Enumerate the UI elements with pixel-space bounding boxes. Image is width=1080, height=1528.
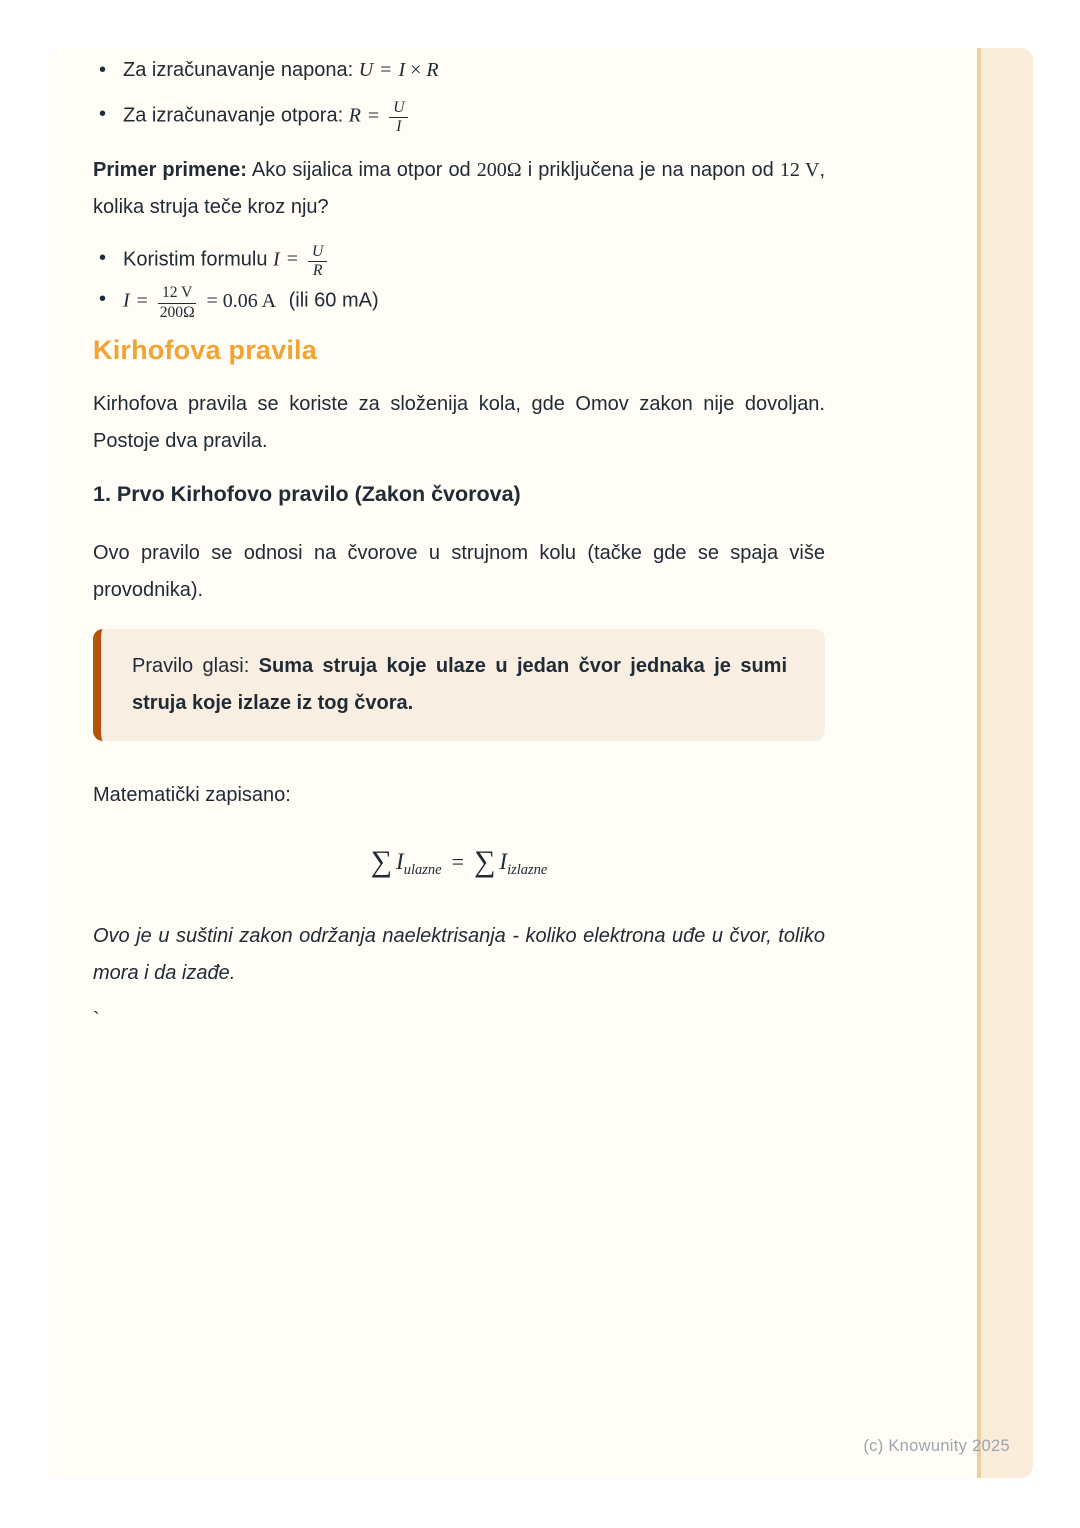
callout-rule-text: Suma struja koje ulaze u jedan čvor jednaka je sumi struja koje izlaze iz tog čvora. (132, 655, 787, 715)
math-subscript: izlazne (507, 862, 548, 879)
math-result: = 0.06 A (206, 290, 277, 313)
kirchhoff-current-law-formula (93, 834, 825, 890)
math-equals: = (451, 849, 464, 875)
example-text: i priključena je na napon od (521, 158, 780, 181)
math-label-paragraph: Matematički zapisano: (93, 784, 291, 807)
fraction-numerator: 12 V (158, 285, 196, 303)
document-sheet (48, 48, 1033, 1478)
math-equals: = (380, 59, 392, 81)
rule1-body-paragraph: Ovo pravilo se odnosi na čvorove u strujnom kolu (tačke gde se spaja više provodnika). (93, 542, 825, 602)
math-var: I (398, 59, 406, 81)
math-var: I (499, 849, 508, 875)
math-var: I (273, 248, 280, 271)
stray-backtick: ` (93, 1009, 100, 1032)
summation-icon: ∑ (474, 845, 496, 879)
list-item-label: Za izračunavanje otpora: (123, 104, 349, 127)
fraction-denominator: I (396, 118, 402, 136)
fraction-denominator: 200Ω (159, 303, 195, 321)
math-times: × (410, 59, 422, 81)
right-decor-band (977, 48, 1033, 1478)
callout-prefix: Pravilo glasi: (132, 655, 259, 678)
math-var: R (348, 104, 361, 127)
conservation-note-paragraph: Ovo je u suštini zakon održanja naelektrisanja - koliko elektrona uđe u čvor, toliko mora i da izađe. (93, 925, 825, 985)
math-equals: = (286, 248, 298, 271)
summation-icon: ∑ (370, 845, 393, 879)
rule1-heading: 1. Prvo Kirhofovo pravilo (Zakon čvorova) (93, 482, 521, 507)
example-paragraph (93, 152, 825, 226)
fraction-numerator: U (308, 244, 327, 262)
ohm-formula-list (93, 48, 825, 136)
list-item-label: Koristim formulu (123, 248, 274, 271)
document-content (93, 48, 825, 1030)
list-item-label: Za izračunavanje napona: (123, 59, 359, 81)
math-fraction (308, 244, 327, 280)
solution-list (93, 226, 825, 321)
result-suffix: (ili 60 mA) (283, 290, 379, 313)
list-item-voltage-formula (93, 56, 825, 84)
math-equals: = (136, 290, 148, 313)
math-resistance-value: 200Ω (476, 158, 522, 181)
math-var: I (396, 849, 404, 875)
section-heading-kirhofova-pravila: Kirhofova pravila (93, 335, 317, 366)
copyright-footer: (c) Knowunity 2025 (863, 1437, 1010, 1455)
math-var: R (426, 59, 439, 81)
example-lead: Primer primene: (93, 158, 247, 181)
math-var: I (123, 290, 130, 313)
fraction-numerator: U (389, 100, 408, 118)
example-text: Ako sijalica ima otpor od (246, 158, 477, 181)
list-item-resistance-formula (93, 100, 825, 136)
list-item-calculation (93, 285, 825, 321)
list-item-used-formula (93, 244, 825, 280)
section-intro-paragraph: Kirhofova pravila se koriste za složenija kola, gde Omov zakon nije dovoljan. Postoje dva pravila. (93, 393, 825, 453)
example-text: , kolika struja teče kroz nju? (93, 158, 825, 218)
math-fraction (389, 100, 408, 136)
math-var: U (358, 59, 374, 81)
rule-callout-box (93, 629, 825, 741)
fraction-denominator: R (312, 262, 323, 280)
math-voltage-value: 12 V (779, 158, 820, 181)
math-subscript: ulazne (403, 862, 442, 879)
math-equals: = (367, 104, 380, 127)
math-fraction (158, 285, 196, 321)
